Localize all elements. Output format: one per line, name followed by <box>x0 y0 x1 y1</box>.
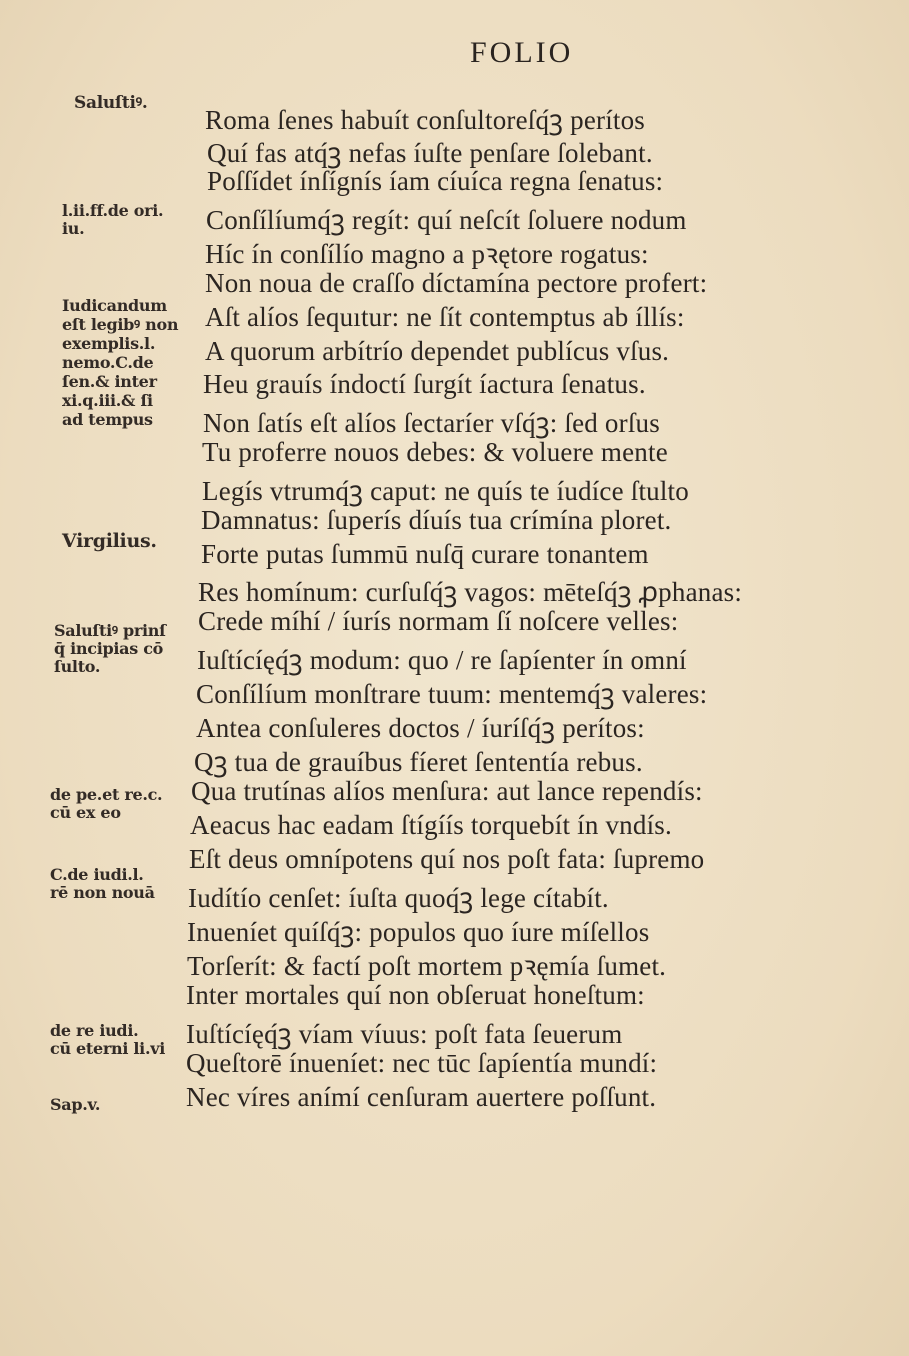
verse-line: Torſerít: & factí poſt mortem pꝛęmía ſumet. <box>187 951 667 981</box>
verse-line: Eſt deus omnípotens quí nos poſt fata: ſupremo <box>189 844 705 874</box>
verse-line: Roma ſenes habuít conſultoreſq́ꝫ perítos <box>205 105 646 135</box>
verse-line: Non noua de craſſo díctamína pectore profert: <box>205 268 708 298</box>
verse-line: Iudítío cenſet: íuſta quoq́ꝫ lege cítabít. <box>188 883 609 913</box>
margin-gloss: Sap.v. <box>50 1095 101 1114</box>
margin-gloss: de pe.et re.c. cū ex eo <box>50 785 163 822</box>
verse-line: Legís vtrumq́ꝫ caput: ne quís te íudíce ſtulto <box>202 476 689 506</box>
margin-gloss: Virgilius. <box>62 530 157 552</box>
verse-line: Nec víres anímí cenſuram auertere poſſunt. <box>186 1082 657 1112</box>
verse-line: Aſt alíos ſequıtur: ne ſít contemptus ab íllís: <box>205 302 685 332</box>
verse-line: Crede míhí / íurís normam ſí noſcere velles: <box>198 606 679 636</box>
margin-gloss: de re iudi. cū eterni li.vi <box>50 1021 166 1058</box>
verse-line: Heu grauís índoctí ſurgít íactura ſenatus. <box>203 369 646 399</box>
margin-gloss: Iudicandum eſt legibꝰ non exemplis.l. nemo.C.de ſen.& inter xi.q.iii.& ſi ad tempus <box>62 296 179 429</box>
verse-line: Híc ín conſílío magno a pꝛętore rogatus: <box>205 239 649 269</box>
page-header: FOLIO <box>470 36 574 69</box>
verse-line: Antea conſuleres doctos / íuríſq́ꝫ perítos: <box>196 713 645 743</box>
verse-line: Non ſatís eſt alíos ſectaríer vſq́ꝫ: ſed orſus <box>203 408 660 438</box>
verse-line: Inueníet quíſq́ꝫ: populos quo íure míſellos <box>187 917 650 947</box>
verse-line: Damnatus: ſuperís díuís tua crímína ploret. <box>201 505 672 535</box>
margin-gloss: l.ii.ff.de ori. iu. <box>62 201 164 238</box>
verse-line: Conſílíumq́ꝫ regít: quí neſcít ſoluere nodum <box>206 205 687 235</box>
verse-line: Poſſídet ínſígnís íam cíuíca regna ſenatus: <box>207 166 664 196</box>
verse-line: Aeacus hac eadam ſtígíís torquebít ín vndís. <box>190 810 672 840</box>
verse-line: Inter mortales quí non obſeruat honeſtum: <box>186 980 645 1010</box>
verse-line: Tu proferre nouos debes: & voluere mente <box>202 437 668 467</box>
verse-line: Quí fas atq́ꝫ nefas íuſte penſare ſolebant. <box>207 138 653 168</box>
verse-line: Queſtorē ínueníet: nec tūc ſapíentía mundí: <box>186 1048 658 1078</box>
verse-line: Iuſtícíęq́ꝫ víam víuus: poſt fata ſeuerum <box>186 1019 623 1049</box>
verse-line: Forte putas ſummū nuſq̄ curare tonantem <box>201 539 649 569</box>
verse-line: Qꝫ tua de grauíbus fíeret ſententía rebus. <box>194 747 643 777</box>
verse-line: Iuſtícíęq́ꝫ modum: quo / re ſapíenter ín omní <box>197 645 687 675</box>
margin-gloss: C.de iudi.l. rē non nouā <box>50 865 155 902</box>
margin-gloss: Saluſtiꝰ prinſ q̄ incipias cō ſulto. <box>54 621 166 676</box>
margin-gloss: Saluſtiꝰ. <box>74 93 148 113</box>
verse-line: A quorum arbítrío dependet publícus vſus. <box>205 336 670 366</box>
verse-line: Qua trutínas alíos menſura: aut lance rependís: <box>191 776 703 806</box>
verse-line: Res homínum: curſuſq́ꝫ vagos: mēteſq́ꝫ ꝓphanas: <box>198 577 743 607</box>
verse-line: Conſílíum monſtrare tuum: mentemq́ꝫ valeres: <box>196 679 708 709</box>
